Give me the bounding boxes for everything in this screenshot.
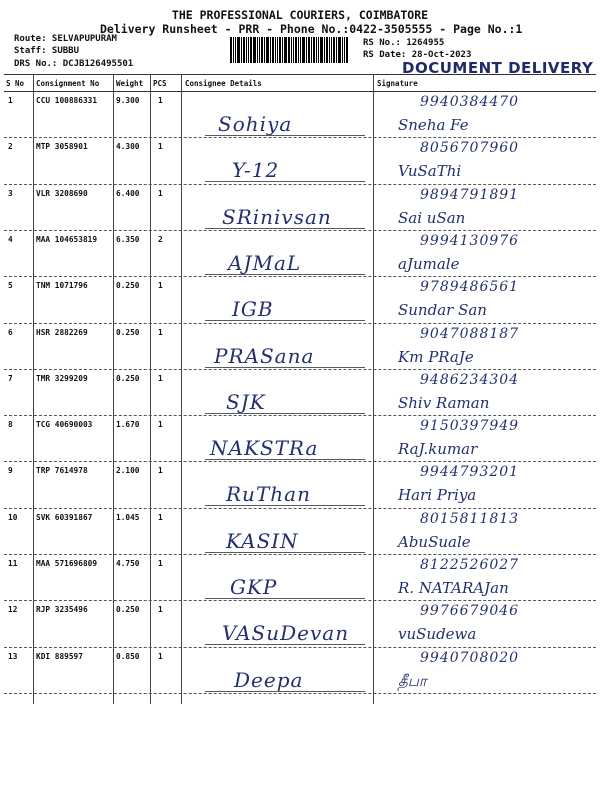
row-consignment-number: SVK 60391867 xyxy=(36,512,93,522)
barcode-bar xyxy=(326,37,328,63)
barcode-bar xyxy=(344,37,345,63)
barcode-bar xyxy=(272,37,274,63)
row-consignee-name: RuThan xyxy=(226,482,311,507)
row-signature: vuSudewa xyxy=(398,625,477,644)
row-pcs: 1 xyxy=(158,281,163,291)
row-signature: Sneha Fe xyxy=(398,116,469,134)
row-pcs: 1 xyxy=(158,188,163,198)
row-weight: 1.045 xyxy=(116,512,140,522)
consignee-underline xyxy=(205,181,365,182)
barcode-bar xyxy=(275,37,276,63)
row-consignment-number: MAA 571696809 xyxy=(36,559,98,568)
row-signature: Shiv Raman xyxy=(398,393,490,412)
staff-label: Staff: SUBBU xyxy=(14,46,80,56)
row-consignee-name: VASuDevan xyxy=(222,621,350,646)
barcode-bar xyxy=(261,37,263,63)
row-separator xyxy=(4,600,596,601)
row-separator xyxy=(4,647,596,648)
row-phone-number: 8122526027 xyxy=(420,557,520,573)
row-signature: AbuSuale xyxy=(398,532,471,551)
row-separator xyxy=(4,184,596,185)
consignee-underline xyxy=(205,274,365,275)
consignee-underline xyxy=(205,598,365,599)
barcode-bar xyxy=(342,37,343,63)
column-divider xyxy=(181,74,182,704)
row-consignment-number: RJP 3235496 xyxy=(36,605,88,615)
row-sno: 13 xyxy=(8,651,18,661)
row-weight: 0.250 xyxy=(116,605,140,615)
row-sno: 10 xyxy=(8,512,18,522)
barcode-bar xyxy=(288,37,290,63)
barcode-bar xyxy=(316,37,317,63)
row-signature: aJumale xyxy=(398,254,460,273)
column-divider xyxy=(150,74,151,704)
consignee-underline xyxy=(205,135,365,136)
row-signature: RaJ.kumar xyxy=(398,440,478,459)
barcode-bar xyxy=(313,37,315,63)
barcode-bar xyxy=(318,37,319,63)
barcode-bar xyxy=(320,37,323,63)
row-pcs: 1 xyxy=(158,142,163,152)
row-sno: 6 xyxy=(8,327,13,337)
row-consignee-name: NAKSTRa xyxy=(210,436,319,461)
row-consignee-name: SRinivsan xyxy=(222,204,332,229)
row-signature: Km PRaJe xyxy=(398,347,474,366)
row-weight: 1.670 xyxy=(116,420,140,430)
consignee-underline xyxy=(205,459,365,460)
route-label: Route: SELVAPUPURAM xyxy=(14,34,117,44)
row-weight: 6.350 xyxy=(116,234,140,244)
barcode-bar xyxy=(284,37,287,63)
column-divider xyxy=(373,74,374,704)
barcode-bar xyxy=(259,37,260,63)
barcode-bar xyxy=(291,37,292,63)
row-sno: 9 xyxy=(8,466,13,476)
row-signature: Hari Priya xyxy=(398,486,477,505)
row-sno: 7 xyxy=(8,373,13,383)
barcode-bar xyxy=(333,37,335,63)
consignee-underline xyxy=(205,413,365,414)
barcode-bar xyxy=(266,37,269,63)
row-weight: 4.300 xyxy=(116,142,140,152)
row-signature: Sundar San xyxy=(398,301,487,320)
row-signature: R. NATARAJan xyxy=(398,579,509,597)
row-separator xyxy=(4,369,596,370)
barcode xyxy=(230,37,356,63)
row-pcs: 1 xyxy=(158,512,163,522)
row-weight: 0.850 xyxy=(116,651,140,661)
row-separator xyxy=(4,276,596,277)
row-consignee-name: KASIN xyxy=(226,528,299,553)
barcode-bar xyxy=(253,37,256,63)
barcode-bar xyxy=(241,37,242,63)
row-sno: 4 xyxy=(8,234,13,244)
runsheet-subtitle: Delivery Runsheet - PRR - Phone No.:0422-3505555 - Page No.:1 xyxy=(100,22,523,36)
row-consignment-number: TNM 1071796 xyxy=(36,281,88,291)
barcode-bar xyxy=(338,37,341,63)
row-consignee-name: Y-12 xyxy=(232,158,280,183)
barcode-bar xyxy=(308,37,310,63)
barcode-bar xyxy=(336,37,337,63)
table-top-rule xyxy=(4,74,596,75)
row-signature: VuSaThi xyxy=(398,162,462,181)
barcode-bar xyxy=(331,37,332,63)
row-pcs: 1 xyxy=(158,651,163,661)
row-phone-number: 9894791891 xyxy=(420,186,520,203)
barcode-bar xyxy=(324,37,325,63)
row-phone-number: 9940708020 xyxy=(420,649,520,666)
consignee-underline xyxy=(205,505,365,506)
row-consignment-number: TMR 3299209 xyxy=(36,373,88,383)
column-header-signature: Signature xyxy=(377,79,418,88)
row-separator xyxy=(4,554,596,555)
consignee-underline xyxy=(205,691,365,692)
row-consignee-name: AJMaL xyxy=(228,250,302,275)
barcode-bar xyxy=(295,37,297,63)
row-signature: தீபா xyxy=(398,671,427,690)
row-separator xyxy=(4,461,596,462)
column-divider xyxy=(33,74,34,704)
row-consignment-number: TRP 7614978 xyxy=(36,466,88,476)
row-phone-number: 9789486561 xyxy=(420,279,520,296)
row-separator xyxy=(4,415,596,416)
row-consignment-number: TCG 40690003 xyxy=(36,420,93,430)
row-separator xyxy=(4,508,596,509)
table-header-rule xyxy=(4,91,596,92)
row-sno: 12 xyxy=(8,605,18,615)
runsheet-company-title: THE PROFESSIONAL COURIERS, COIMBATORE xyxy=(171,8,429,22)
barcode-bar xyxy=(298,37,299,63)
barcode-bar xyxy=(246,37,247,63)
row-separator xyxy=(4,230,596,231)
barcode-bar xyxy=(302,37,305,63)
barcode-bar xyxy=(250,37,252,63)
barcode-bar xyxy=(329,37,330,63)
row-consignment-number: CCU 100886331 xyxy=(36,96,98,105)
row-consignment-number: MTP 3058901 xyxy=(36,142,88,152)
row-pcs: 1 xyxy=(158,420,163,430)
barcode-bar xyxy=(233,37,234,63)
document-delivery-stamp: DOCUMENT DELIVERY xyxy=(402,59,594,77)
column-header-sno: S No xyxy=(6,79,25,88)
row-consignment-number: VLR 3208690 xyxy=(36,188,88,198)
row-weight: 0.250 xyxy=(116,373,140,383)
row-sno: 1 xyxy=(8,96,13,105)
barcode-bar xyxy=(235,37,236,63)
row-sno: 3 xyxy=(8,188,13,198)
column-divider xyxy=(113,74,114,704)
row-phone-number: 9150397949 xyxy=(420,418,520,435)
barcode-bar xyxy=(257,37,258,63)
row-sno: 8 xyxy=(8,420,13,430)
row-weight: 9.300 xyxy=(116,96,140,105)
barcode-bar xyxy=(230,37,232,63)
column-header-consignment: Consignment No xyxy=(36,79,100,88)
consignee-underline xyxy=(205,367,365,368)
row-phone-number: 9047088187 xyxy=(420,325,520,342)
row-phone-number: 8015811813 xyxy=(420,510,520,527)
consignee-underline xyxy=(205,228,365,229)
barcode-bar xyxy=(300,37,301,63)
row-consignee-name: IGB xyxy=(232,297,274,322)
barcode-bar xyxy=(237,37,240,63)
barcode-bar xyxy=(282,37,283,63)
barcode-bar xyxy=(346,37,348,63)
row-consignee-name: SJK xyxy=(226,389,266,414)
barcode-bar xyxy=(293,37,294,63)
row-separator xyxy=(4,137,596,138)
row-pcs: 1 xyxy=(158,327,163,337)
barcode-bar xyxy=(243,37,245,63)
row-weight: 0.250 xyxy=(116,327,140,337)
consignee-underline xyxy=(205,644,365,645)
row-phone-number: 9940384470 xyxy=(420,94,520,110)
barcode-bar xyxy=(264,37,265,63)
row-pcs: 1 xyxy=(158,559,163,568)
row-phone-number: 9976679046 xyxy=(420,603,520,620)
consignee-underline xyxy=(205,552,365,553)
drs-number: DRS No.: DCJB126495501 xyxy=(14,59,134,69)
row-separator xyxy=(4,323,596,324)
row-sno: 5 xyxy=(8,281,13,291)
row-consignment-number: HSR 2882269 xyxy=(36,327,88,337)
row-phone-number: 9994130976 xyxy=(420,232,520,249)
row-phone-number: 8056707960 xyxy=(420,140,520,157)
row-consignment-number: MAA 104653819 xyxy=(36,234,98,244)
barcode-bar xyxy=(248,37,249,63)
row-consignee-name: Deepa xyxy=(234,667,304,692)
barcode-bar xyxy=(279,37,281,63)
barcode-bar xyxy=(311,37,312,63)
row-pcs: 1 xyxy=(158,96,163,105)
row-weight: 4.750 xyxy=(116,559,140,568)
row-weight: 6.400 xyxy=(116,188,140,198)
barcode-bar xyxy=(306,37,307,63)
rs-date: RS Date: 28-Oct-2023 xyxy=(363,50,472,60)
row-consignee-name: Sohiya xyxy=(218,112,293,136)
row-signature: Sai uSan xyxy=(398,208,466,227)
row-weight: 2.100 xyxy=(116,466,140,476)
row-phone-number: 9486234304 xyxy=(420,371,520,388)
consignee-underline xyxy=(205,320,365,321)
row-sno: 11 xyxy=(8,559,18,568)
barcode-bar xyxy=(277,37,278,63)
row-pcs: 1 xyxy=(158,605,163,615)
row-phone-number: 9944793201 xyxy=(420,464,520,481)
row-pcs: 1 xyxy=(158,373,163,383)
row-weight: 0.250 xyxy=(116,281,140,291)
row-pcs: 2 xyxy=(158,234,163,244)
column-header-pcs: PCS xyxy=(153,79,167,88)
row-consignment-number: KDI 889597 xyxy=(36,651,83,661)
row-sno: 2 xyxy=(8,142,13,152)
column-header-consignee: Consignee Details xyxy=(185,79,262,88)
column-header-weight: Weight xyxy=(116,79,144,88)
barcode-bar xyxy=(270,37,271,63)
row-separator xyxy=(4,693,596,694)
row-pcs: 1 xyxy=(158,466,163,476)
row-consignee-name: GKP xyxy=(230,575,278,599)
rs-number: RS No.: 1264955 xyxy=(363,38,445,48)
row-consignee-name: PRASana xyxy=(214,343,315,368)
